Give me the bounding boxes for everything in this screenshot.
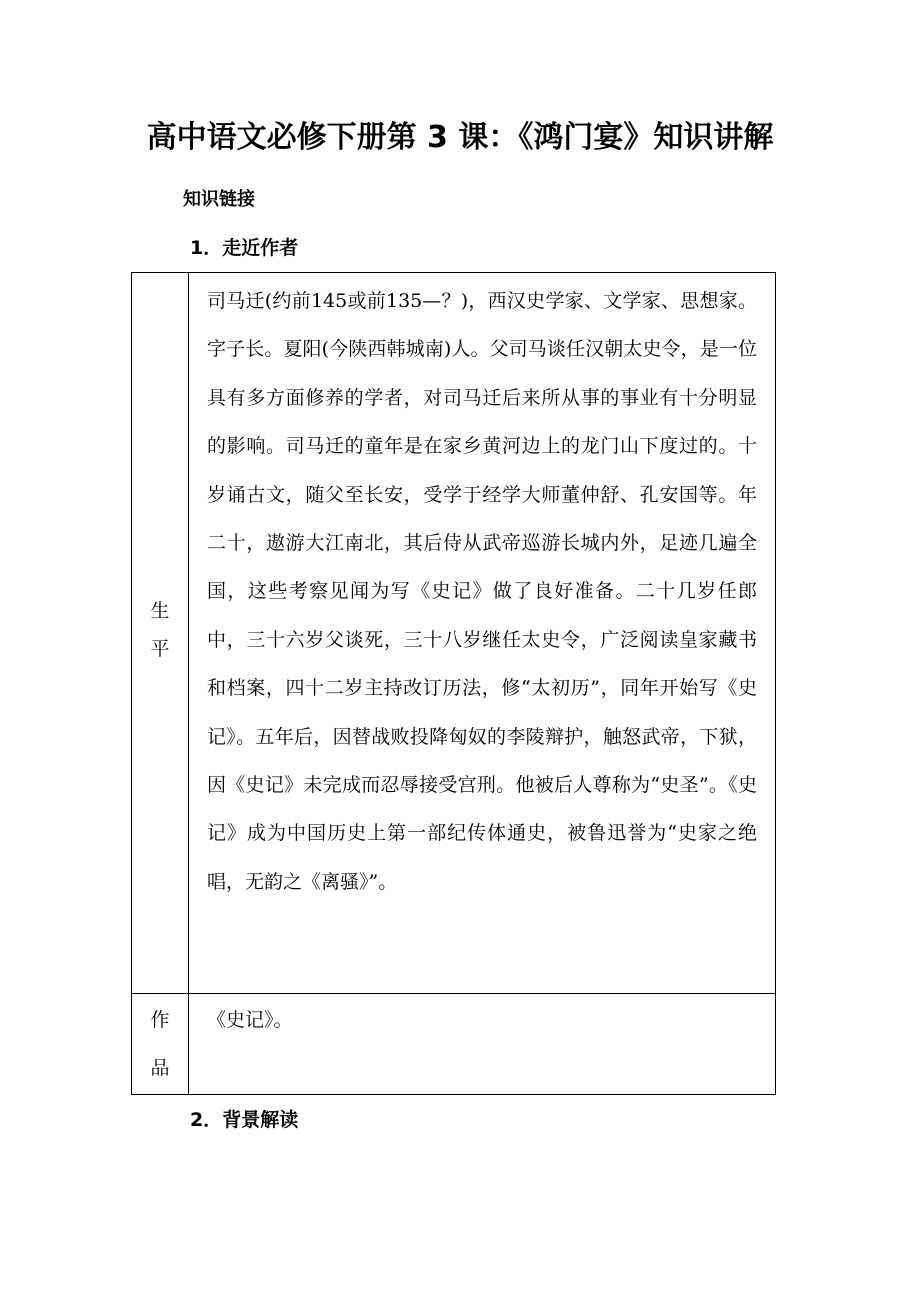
heading-about-author: 1．走近作者 (190, 237, 299, 259)
biography-content: 司马迁(约前145或前135—？)，西汉史学家、文学家、思想家。字子长。夏阳(今陕西韩城南)人。父司马谈任汉朝太史令，是一位具有多方面修养的学者，对司马迁后来所从事的事业有十分明显的影响。司马迁的童年是在家乡黄河边上的龙门山下度过的。十岁诵古文，随父至长安，受学于经学大师董仲舒、孔安国等。年二十，遨游大江南北，其后侍从武帝巡游长城内外，足迹几遍全国，这些考察见闻为写《史记》做了良好准备。二十几岁任郎中，三十六岁父谈死，三十八岁继任太史令，广泛阅读皇家藏书和档案，四十二岁主持改订历法，修“太初历”，同年开始写《史记》。五年后，因替战败投降匈奴的李陵辩护，触怒武帝，下狱，因《史记》未完成而忍辱接受宫刑。他被后人尊称为“史圣”。《史记》成为中国历史上第一部纪传体通史，被鲁迅誉为“史家之绝唱，无韵之《离骚》”。 (189, 273, 776, 994)
biography-label-cell (132, 273, 189, 994)
document-title: 高中语文必修下册第 3 课：《鸿门宴》知识讲解 (146, 120, 774, 155)
works-label-cell (132, 994, 189, 1095)
table-row-biography (132, 273, 776, 994)
author-info-table (131, 272, 776, 1095)
section-label-knowledge-link: 知识链接 (183, 189, 255, 210)
table-row-works (132, 994, 776, 1095)
works-content: 《史记》。 (189, 994, 776, 1095)
heading-background: 2．背景解读 (190, 1109, 299, 1131)
works-label: 作品 (150, 1008, 170, 1079)
biography-label: 生平 (150, 600, 170, 661)
